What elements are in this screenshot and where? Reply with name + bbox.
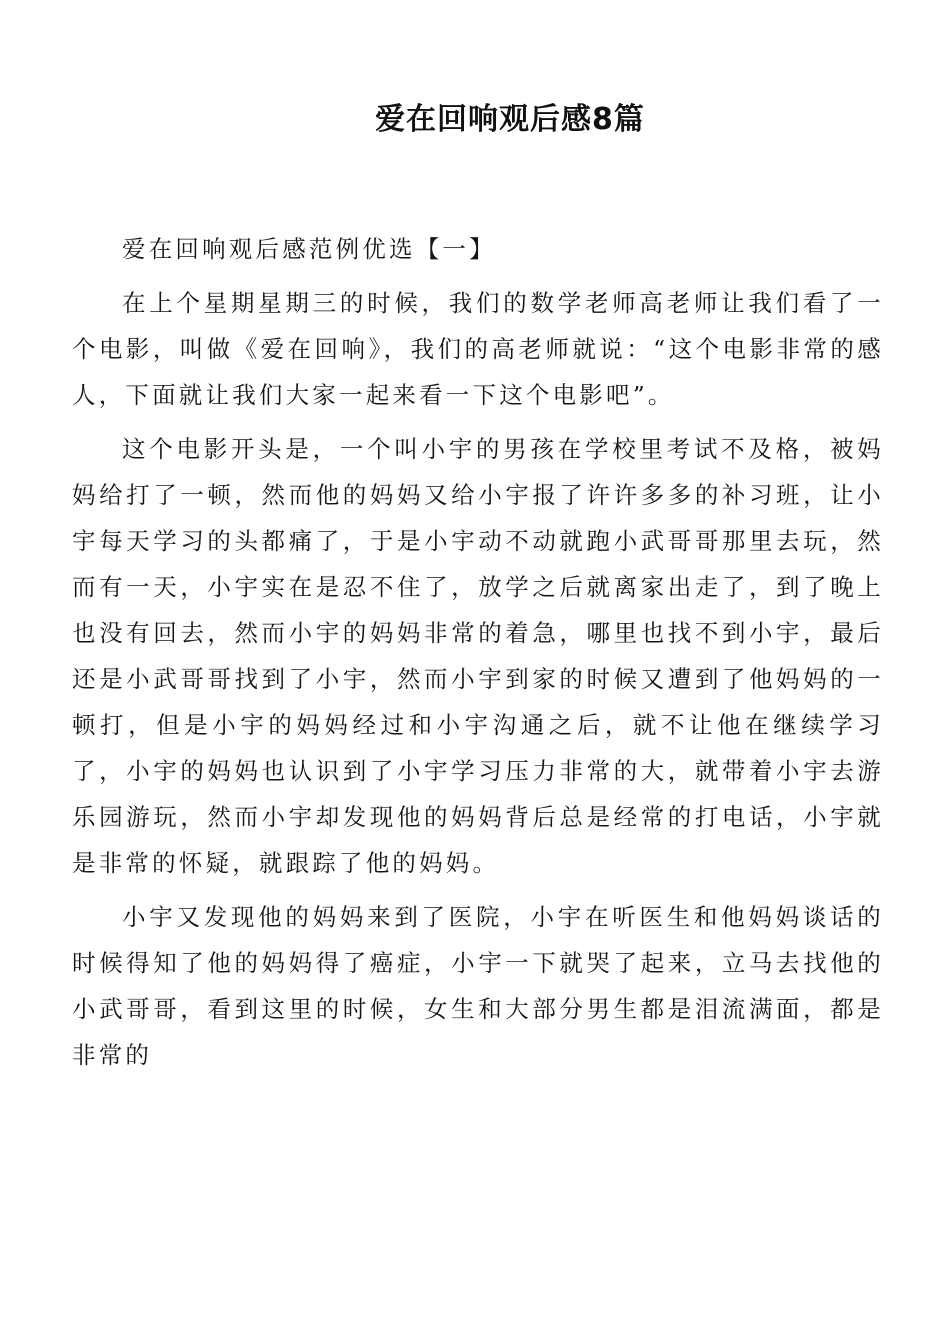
paragraph: 小宇又发现他的妈妈来到了医院，小宇在听医生和他妈妈谈话的时候得知了他的妈妈得了癌症，小宇一下就哭了起来，立马去找他的小武哥哥，看到这里的时候，女生和大部分男生都是泪流满面，都是非常的: [72, 903, 884, 1069]
paragraph: 这个电影开头是，一个叫小宇的男孩在学校里考试不及格，被妈妈给打了一顿，然而他的妈妈又给小宇报了许许多多的补习班，让小宇每天学习的头都痛了，于是小宇动不动就跑小武哥哥那里去玩，然而有一天，小宇实在是忍不住了，放学之后就离家出走了，到了晚上也没有回去，然而小宇的妈妈非常的着急，哪里也找不到小宇，最后还是小武哥哥找到了小宇，然而小宇到家的时候又遭到了他妈妈的一顿打，但是小宇的妈妈经过和小宇沟通之后，就不让他在继续学习了，小宇的妈妈也认识到了小宇学习压力非常的大，就带着小宇去游乐园游玩，然而小宇却发现他的妈妈背后总是经常的打电话，小宇就是非常的怀疑，就跟踪了他的妈妈。: [72, 435, 884, 877]
paragraph: 在上个星期星期三的时候，我们的数学老师高老师让我们看了一个电影，叫做《爱在回响》，我们的高老师就说：“这个电影非常的感人，下面就让我们大家一起来看一下这个电影吧”。: [72, 289, 884, 409]
section-heading: 爱在回响观后感范例优选【一】: [122, 235, 496, 263]
document-body: [72, 226, 884, 1078]
document-title: 爱在回响观后感8篇: [375, 102, 645, 137]
